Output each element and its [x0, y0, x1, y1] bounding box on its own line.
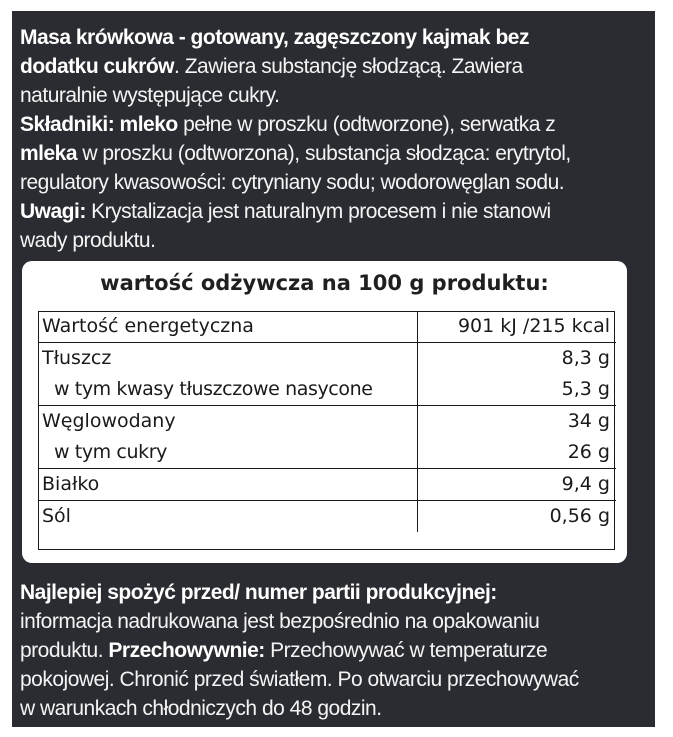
nutrient-value: 901 kJ /215 kcal — [418, 311, 617, 343]
storage-info — [20, 578, 645, 723]
description-line-1: Masa krówkowa - gotowany, zagęszczony kajmak bez — [20, 26, 529, 49]
description-line-3: naturalnie występujące cukry. — [20, 84, 280, 107]
nutrient-name: w tym cukry — [38, 437, 418, 469]
table-row — [38, 374, 616, 406]
storage-line-5: w warunkach chłodniczych do 48 godzin. — [20, 697, 382, 720]
table-row — [38, 343, 616, 375]
table-row — [38, 501, 616, 533]
nutrient-name: Węglowodany — [42, 410, 176, 432]
notes-line-2: wady produktu. — [20, 229, 156, 252]
table-row — [38, 469, 616, 501]
nutrition-card — [22, 261, 627, 563]
nutrient-value: 5,3 g — [418, 374, 617, 406]
nutrient-value: 0,56 g — [418, 501, 617, 533]
nutrient-name: Sól — [42, 505, 71, 527]
best-before-label: Najlepiej spożyć przed/ numer partii produkcyjnej: — [20, 581, 497, 604]
ingredients-line-1: Składniki: mleko pełne w proszku (odtworzone), serwatka z — [20, 113, 556, 136]
nutrient-name: Białko — [38, 469, 418, 501]
storage-line-2: informacja nadrukowana jest bezpośrednio na opakowaniu — [20, 610, 540, 633]
storage-line-4: pokojowej. Chronić przed światłem. Po otwarciu przechowywać — [20, 668, 579, 691]
nutrient-name: Wartość energetyczna — [38, 311, 418, 343]
product-label — [12, 11, 655, 727]
nutrient-value: 9,4 g — [418, 469, 617, 501]
ingredients-line-2: mleka w proszku (odtworzona), substancja słodząca: erytrytol, — [20, 142, 571, 165]
storage-line-3: produktu. Przechowywnie: Przechowywać w temperaturze — [20, 639, 548, 662]
nutrient-name: Tłuszcz — [42, 347, 112, 369]
table-row — [38, 406, 616, 438]
nutrient-value: 34 g — [418, 406, 617, 438]
notes-line-1: Uwagi: Krystalizacja jest naturalnym procesem i nie stanowi — [20, 200, 551, 223]
ingredients-label: Składniki: — [20, 113, 115, 136]
nutrition-title: wartość odżywcza na 100 g produktu: — [100, 271, 549, 295]
description-line-2: dodatku cukrów. Zawiera substancję słodzącą. Zawiera — [20, 55, 523, 78]
product-description — [20, 23, 645, 255]
nutrient-name: w tym kwasy tłuszczowe nasycone — [38, 374, 418, 406]
nutrient-value: 26 g — [418, 437, 617, 469]
notes-label: Uwagi: — [20, 200, 86, 223]
table-row — [38, 437, 616, 469]
ingredients-line-3: regulatory kwasowości: cytryniany sodu; wodorowęglan sodu. — [20, 171, 565, 194]
table-row — [38, 311, 616, 343]
nutrition-table — [38, 311, 616, 532]
nutrient-value: 8,3 g — [418, 343, 617, 375]
storage-label: Przechowywnie: — [108, 639, 265, 662]
